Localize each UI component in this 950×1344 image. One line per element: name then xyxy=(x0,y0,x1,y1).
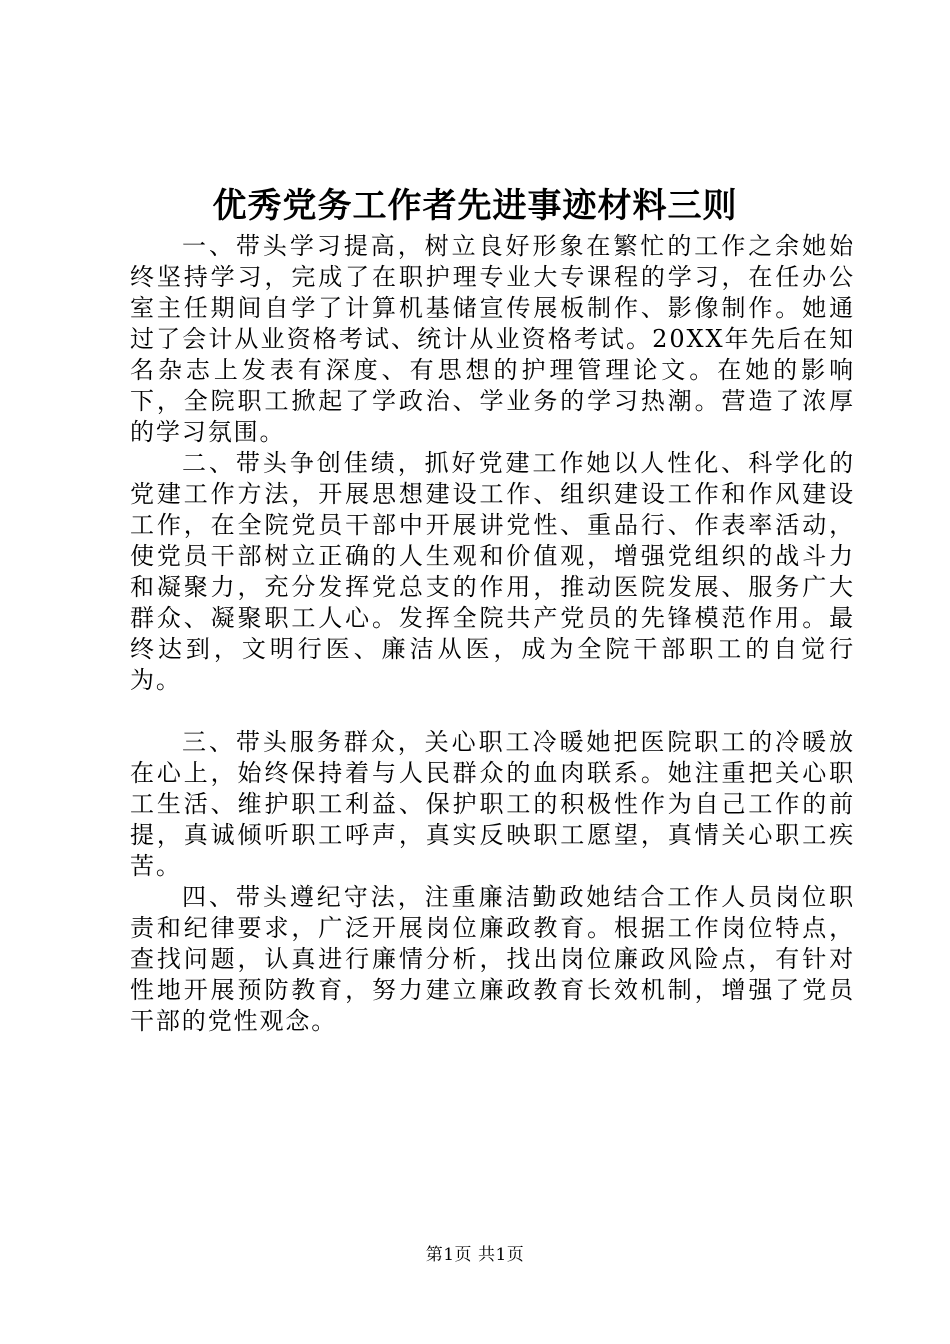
paragraph-1: 一、带头学习提高，树立良好形象在繁忙的工作之余她始终坚持学习，完成了在职护理专业大专课程的学习，在任办公室主任期间自学了计算机基储宣传展板制作、影像制作。她通过了会计从业资格考试、统计从业资格考试。20XX年先后在知名杂志上发表有深度、有思想的护理管理论文。在她的影响下，全院职工掀起了学政治、学业务的学习热潮。营造了浓厚的学习氛围。 xyxy=(130,232,855,446)
paragraph-4: 四、带头遵纪守法，注重廉洁勤政她结合工作人员岗位职责和纪律要求，广泛开展岗位廉政教育。根据工作岗位特点，查找问题，认真进行廉情分析，找出岗位廉政风险点，有针对性地开展预防教育，努力建立廉政教育长效机制，增强了党员干部的党性观念。 xyxy=(130,883,855,1035)
document-body xyxy=(130,231,855,1037)
page-footer: 第1页 共1页 xyxy=(425,1245,525,1265)
paragraph-2: 二、带头争创佳绩，抓好党建工作她以人性化、科学化的党建工作方法，开展思想建设工作、组织建设工作和作风建设工作，在全院党员干部中开展讲党性、重品行、作表率活动，使党员干部树立正确的人生观和价值观，增强党组织的战斗力和凝聚力，充分发挥党总支的作用，推动医院发展、服务广大群众、凝聚职工人心。发挥全院共产党员的先锋模范作用。最终达到，文明行医、廉洁从医，成为全院干部职工的自觉行为。 xyxy=(130,449,855,694)
document-title: 优秀党务工作者先进事迹材料三则 xyxy=(212,186,738,226)
paragraph-3: 三、带头服务群众，关心职工冷暖她把医院职工的冷暖放在心上，始终保持着与人民群众的血肉联系。她注重把关心职工生活、维护职工利益、保护职工的积极性作为自己工作的前提，真诚倾听职工呼声，真实反映职工愿望，真情关心职工疾苦。 xyxy=(130,728,855,880)
